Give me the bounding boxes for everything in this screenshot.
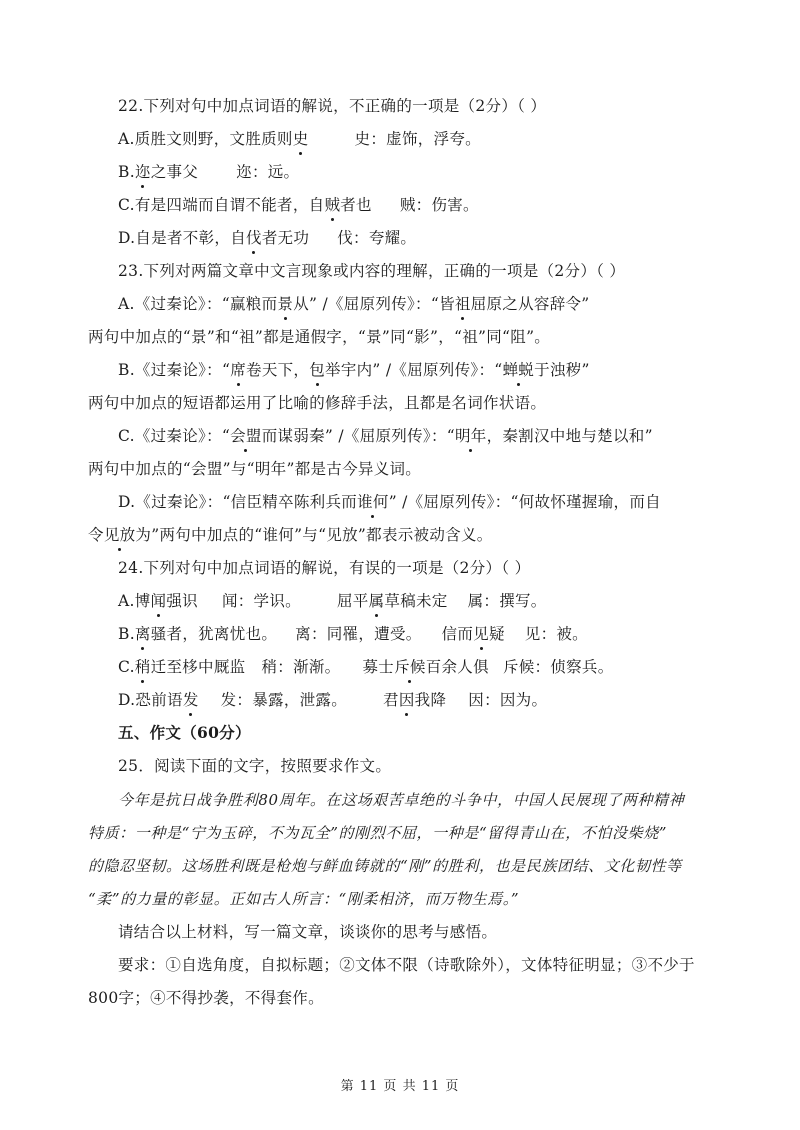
material-line-4: “柔”的力量的彰显。正如古人所言：“刚柔相济，而万物生焉。” — [88, 890, 520, 908]
q23-option-c-explain: 两句中加点的“会盟”与“明年”都是古今异义词。 — [88, 460, 422, 478]
dotted-word: 祖 — [454, 295, 471, 313]
section-heading: 五、作文（60分） — [118, 723, 251, 742]
q23-option-c: C.《过秦论》：“会盟而谋弱秦” /《屈原列传》：“明年，秦割汉中地与楚以和” — [118, 427, 653, 445]
dotted-word: 谁何 — [357, 493, 389, 511]
dotted-word: 发 — [182, 691, 199, 709]
q24-option-a: A.博闻强识 闻：学识。 屈平属草稿未定 属：撰写。 — [118, 592, 547, 610]
dotted-word: 会盟 — [230, 427, 262, 445]
q25-stem: 25．阅读下面的文字，按照要求作文。 — [118, 757, 392, 775]
dotted-word: 明年 — [454, 427, 487, 445]
dotted-word: 蝉蜕 — [502, 361, 535, 379]
dotted-word: 包 — [309, 361, 326, 379]
dotted-word: 贼 — [324, 196, 341, 214]
q24-option-c: C.稍迁至栘中厩监 稍：渐渐。 募士斥候百余人俱 斥候：侦察兵。 — [118, 658, 614, 676]
dotted-word: 离 — [134, 625, 151, 643]
q24-option-d: D.恐前语发 发：暴露，泄露。 君因我降 因：因为。 — [118, 691, 548, 709]
dotted-word: 属 — [368, 592, 385, 610]
dotted-word: 见 — [473, 625, 489, 643]
q23-option-d-explain: 令见放为”两句中加点的“谁何”与“见放”都表示被动含义。 — [88, 526, 493, 544]
q23-option-d: D.《过秦论》：“信臣精卒陈利兵而谁何” /《屈原列传》：“何故怀瑾握瑜，而自 — [118, 493, 661, 511]
q23-option-a-explain: 两句中加点的“景”和“祖”都是通假字，“景”同“影”，“祖”同“阻”。 — [88, 328, 551, 346]
dotted-word: 稍 — [134, 658, 151, 676]
dotted-word: 闻 — [150, 592, 167, 610]
q22-option-d: D.自是者不彰，自伐者无功 伐：夸耀。 — [118, 229, 417, 247]
q23-option-a: A.《过秦论》：“赢粮而景从” /《屈原列传》：“皆祖屈原之从容辞令” — [118, 295, 590, 313]
q23-option-b-explain: 两句中加点的短语都运用了比喻的修辞手法，且都是名词作状语。 — [88, 394, 547, 412]
dotted-word: 景 — [277, 295, 294, 313]
dotted-word: 史 — [292, 130, 309, 148]
q23-stem: 23.下列对两篇文章中文言现象或内容的理解，正确的一项是（2分）（ ） — [118, 262, 626, 280]
material-line-1: 今年是抗日战争胜利80周年。在这场艰苦卓绝的斗争中，中国人民展现了两种精神 — [118, 791, 685, 809]
q24-option-b: B.离骚者，犹离忧也。 离：同罹，遭受。 信而见疑 见：被。 — [118, 625, 588, 643]
dotted-word: 席 — [230, 361, 247, 379]
requirements-line-1: 要求：①自选角度，自拟标题；②文体不限（诗歌除外），文体特征明显；③不少于 — [118, 956, 695, 974]
material-line-2: 特质：一种是“宁为玉碎，不为瓦全”的刚烈不屈，一种是“留得青山在，不怕没柴烧” — [88, 824, 668, 842]
q24-stem: 24.下列对句中加点词语的解说，有误的一项是（2分）（ ） — [118, 559, 531, 577]
dotted-word: 因 — [398, 691, 415, 709]
q22-stem: 22.下列对句中加点词语的解说，不正确的一项是（2分）（ ） — [118, 97, 547, 115]
material-line-3: 的隐忍坚韧。这场胜利既是枪炮与鲜血铸就的“刚”的胜利，也是民族团结、文化韧性等 — [88, 857, 682, 875]
dotted-word: 见放 — [103, 526, 136, 544]
page-footer: 第 11 页 共 11 页 — [340, 1079, 460, 1094]
dotted-word: 迩 — [134, 163, 151, 181]
dotted-word: 伐 — [246, 229, 262, 247]
q22-option-a: A.质胜文则野，文胜质则史 史：虚饰，浮夸。 — [118, 130, 481, 148]
instruction: 请结合以上材料，写一篇文章，谈谈你的思考与感悟。 — [118, 923, 498, 941]
q22-option-c: C.有是四端而自谓不能者，自贼者也 贼：伤害。 — [118, 196, 479, 214]
dotted-word: 斥候 — [394, 658, 426, 676]
q23-option-b: B.《过秦论》：“席卷天下，包举宇内” /《屈原列传》：“蝉蜕于浊秽” — [118, 361, 590, 379]
requirements-line-2: 800字；④不得抄袭，不得套作。 — [88, 989, 324, 1007]
q22-option-b: B.迩之事父 迩：远。 — [118, 163, 300, 181]
